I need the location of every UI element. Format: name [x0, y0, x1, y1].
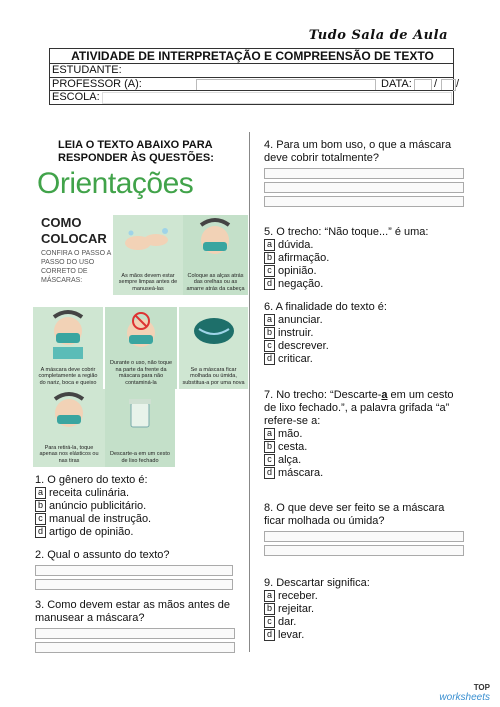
option-letter: c: [264, 454, 275, 466]
option-text: dar.: [278, 616, 297, 628]
option-letter: d: [264, 353, 275, 365]
step-panel: [179, 307, 248, 389]
wet-mask-icon: [179, 307, 248, 359]
option[interactable]: [264, 278, 464, 291]
option-letter: a: [35, 487, 46, 499]
option[interactable]: [264, 252, 464, 265]
date-label: DATA:: [381, 77, 412, 90]
question-1: [35, 474, 240, 539]
option-text: anunciar.: [278, 314, 323, 326]
option-letter: a: [264, 239, 275, 251]
option-text: criticar.: [278, 353, 313, 365]
option-text: cesta.: [278, 441, 308, 453]
option-letter: a: [264, 590, 275, 602]
poster-heading: [41, 215, 107, 247]
answer-field[interactable]: [35, 565, 233, 576]
option-text: artigo de opinião.: [49, 526, 134, 538]
answer-field[interactable]: [264, 545, 464, 556]
question-2: [35, 549, 233, 590]
option-text: afirmação.: [278, 252, 330, 264]
option-letter: b: [264, 603, 275, 615]
option[interactable]: [264, 441, 464, 454]
step-panel: [105, 389, 175, 467]
question-text: 6. A finalidade do texto é:: [264, 301, 387, 313]
option[interactable]: [264, 265, 464, 278]
no-touch-icon: [105, 307, 177, 359]
poster-heading-line: COMO: [41, 215, 82, 230]
option[interactable]: [264, 467, 464, 480]
question-text-part: 7. No trecho: “Descarte-: [264, 389, 382, 401]
step-caption: Para retirá-la, toque apenas nos elásticos ou nas tiras: [39, 444, 99, 464]
answer-field[interactable]: [264, 168, 464, 179]
question-text: 5. O trecho: “Não toque...” é uma:: [264, 226, 429, 238]
question-text: 2. Qual o assunto do texto?: [35, 549, 170, 561]
option-text: levar.: [278, 629, 305, 641]
option-letter: d: [264, 629, 275, 641]
person-mask-icon: [33, 307, 103, 359]
option-text: dúvida.: [278, 239, 314, 251]
question-6: [264, 301, 464, 366]
option-text: receber.: [278, 590, 318, 602]
option[interactable]: [264, 314, 464, 327]
option[interactable]: [264, 353, 464, 366]
question-text-part: em um cesto de lixo fechado.”, a palavra grifada “a” refere-se a:: [264, 389, 454, 427]
question-text: 3. Como devem estar as mãos antes de manusear a máscara?: [35, 599, 231, 624]
option[interactable]: [35, 513, 240, 526]
option[interactable]: [264, 629, 464, 642]
question-8: [264, 502, 464, 556]
step-caption: A máscara deve cobrir completamente a região do nariz, boca e queixo: [38, 366, 98, 386]
topworksheets-logo: [439, 683, 490, 703]
answer-field[interactable]: [35, 642, 235, 653]
option-letter: b: [35, 500, 46, 512]
question-4: [264, 139, 464, 207]
option-text: rejeitar.: [278, 603, 315, 615]
option-text: mão.: [278, 428, 303, 440]
logo-bottom-text: worksheets: [439, 692, 490, 703]
option-letter: d: [35, 526, 46, 538]
option-letter: c: [264, 340, 275, 352]
option-text: receita culinária.: [49, 487, 130, 499]
step-panel: [113, 215, 183, 295]
date-day-input[interactable]: [414, 79, 432, 91]
option[interactable]: [35, 487, 240, 500]
handwash-icon: [113, 215, 183, 270]
option[interactable]: [264, 428, 464, 441]
logo-top-text: TOP: [473, 683, 490, 692]
option-text: descrever.: [278, 340, 329, 352]
column-divider: [249, 132, 250, 652]
step-caption: As mãos devem estar sempre limpas antes de manuseá-las: [118, 272, 178, 292]
teacher-label: PROFESSOR (A):: [52, 77, 142, 90]
question-7: [264, 389, 464, 480]
option-text: negação.: [278, 278, 324, 290]
school-input[interactable]: [102, 92, 452, 104]
date-separator: /: [456, 77, 460, 90]
header-table: [49, 48, 460, 105]
question-5: [264, 226, 464, 291]
option-text: manual de instrução.: [49, 513, 152, 525]
option[interactable]: [264, 590, 464, 603]
option-text: instruir.: [278, 327, 314, 339]
option[interactable]: [35, 500, 240, 513]
teacher-row: [50, 77, 460, 91]
question-text: [264, 389, 464, 428]
option-letter: c: [264, 265, 275, 277]
worksheet-title: ATIVIDADE DE INTERPRETAÇÃO E COMPREENSÃO DE TEXTO: [71, 49, 434, 63]
step-panel: [33, 389, 105, 467]
option[interactable]: [264, 603, 464, 616]
poster-heading-line: COLOCAR: [41, 231, 107, 246]
option[interactable]: [264, 454, 464, 467]
question-text: 4. Para um bom uso, o que a máscara deve cobrir totalmente?: [264, 139, 452, 164]
option-letter: d: [264, 467, 275, 479]
option-letter: a: [264, 314, 275, 326]
student-row: [50, 63, 453, 77]
answer-field[interactable]: [35, 579, 233, 590]
option-letter: b: [264, 327, 275, 339]
answer-field[interactable]: [35, 628, 235, 639]
step-caption: Durante o uso, não toque na parte da frente da máscara para não contaminá-la: [109, 360, 173, 386]
question-3: [35, 599, 240, 653]
option-letter: c: [35, 513, 46, 525]
remove-mask-icon: [33, 389, 105, 437]
poster-subtitle: CONFIRA O PASSO A PASSO DO USO CORRETO DE MÁSCARAS:: [41, 250, 111, 284]
answer-field[interactable]: [264, 531, 464, 542]
option-letter: a: [264, 428, 275, 440]
step-caption: Se a máscara ficar molhada ou úmida, substitua-a por uma nova: [182, 366, 245, 386]
person-mask-icon: [183, 215, 248, 270]
step-caption: Coloque as alças atrás das orelhas ou as amarre atrás da cabeça: [186, 272, 245, 292]
reading-instruction: LEIA O TEXTO ABAIXO PARA RESPONDER ÀS QUESTÕES:: [58, 139, 214, 164]
date-month-input[interactable]: [441, 79, 456, 91]
teacher-input[interactable]: [196, 79, 376, 91]
option[interactable]: [264, 239, 464, 252]
option-letter: d: [264, 278, 275, 290]
student-label: ESTUDANTE:: [52, 64, 122, 76]
mask-instructions-poster: [33, 167, 248, 467]
brand-title: Tudo Sala de Aula: [308, 28, 448, 43]
option-letter: b: [264, 441, 275, 453]
underlined-word: a: [381, 389, 388, 401]
school-label: ESCOLA:: [52, 91, 100, 103]
question-text: 9. Descartar significa:: [264, 577, 370, 589]
option[interactable]: [264, 340, 464, 353]
trash-bin-icon: [105, 389, 175, 437]
poster-title: Orientações: [37, 167, 194, 200]
option-text: máscara.: [278, 467, 324, 479]
answer-field[interactable]: [264, 196, 464, 207]
option-letter: b: [264, 252, 275, 264]
question-text: 8. O que deve ser feito se a máscara ficar molhada ou úmida?: [264, 502, 445, 527]
school-row: [50, 90, 453, 104]
option-text: alça.: [278, 454, 302, 466]
option[interactable]: [35, 526, 240, 539]
question-9: [264, 577, 464, 642]
question-text: 1. O gênero do texto é:: [35, 474, 148, 486]
step-panel: [105, 307, 177, 389]
answer-field[interactable]: [264, 182, 464, 193]
option-text: opinião.: [278, 265, 317, 277]
step-panel: [183, 215, 248, 295]
date-separator: /: [434, 77, 438, 90]
option[interactable]: [264, 616, 464, 629]
option-letter: c: [264, 616, 275, 628]
option-text: anúncio publicitário.: [49, 500, 147, 512]
option[interactable]: [264, 327, 464, 340]
step-caption: Descarte-a em um cesto de lixo fechado: [110, 451, 170, 464]
step-panel: [33, 307, 103, 389]
